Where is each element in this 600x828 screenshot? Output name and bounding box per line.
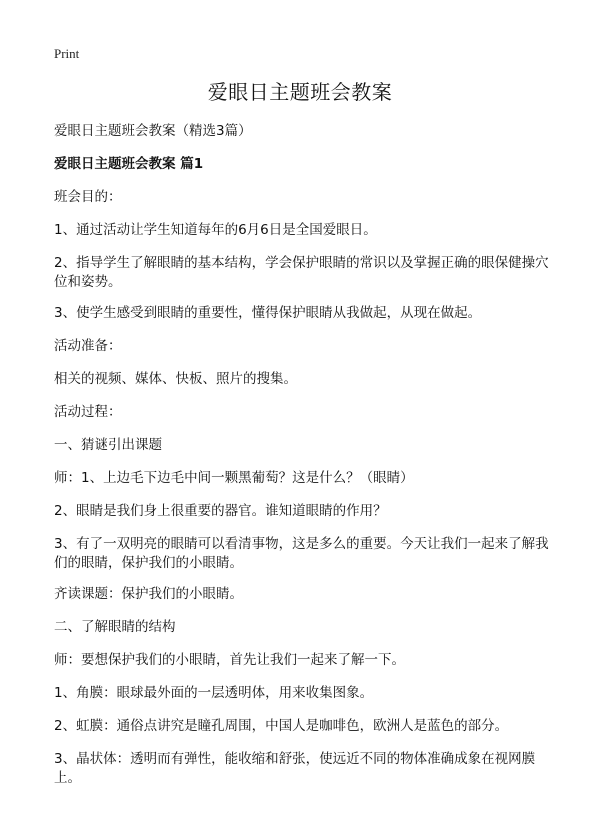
paragraph: 3、使学生感受到眼睛的重要性，懂得保护眼睛从我做起，从现在做起。 xyxy=(54,305,482,321)
paragraph: 2、指导学生了解眼睛的基本结构，学会保护眼睛的常识以及掌握正确的眼保健操穴位和姿势。 xyxy=(54,255,549,290)
paragraph: 活动过程： xyxy=(54,404,122,420)
document-body xyxy=(54,122,554,800)
paragraph: 3、有了一双明亮的眼睛可以看清事物，这是多么的重要。今天让我们一起来了解我们的眼睛，保护我们的小眼睛。 xyxy=(54,536,549,571)
paragraph: 相关的视频、媒体、快板、照片的搜集。 xyxy=(54,371,297,387)
paragraph: 2、眼睛是我们身上很重要的器官。谁知道眼睛的作用？ xyxy=(54,503,387,519)
print-label: Print xyxy=(54,46,80,61)
paragraph: 班会目的： xyxy=(54,189,122,205)
paragraph: 师：1、上边毛下边毛中间一颗黑葡萄？这是什么？（眼睛） xyxy=(54,470,414,486)
subtitle-paragraph: 爱眼日主题班会教案（精选3篇） xyxy=(54,123,252,139)
section-heading: 爱眼日主题班会教案 篇1 xyxy=(54,156,204,172)
paragraph: 齐读课题：保护我们的小眼睛。 xyxy=(54,586,243,602)
paragraph: 一、猜谜引出课题 xyxy=(54,437,162,453)
paragraph: 活动准备： xyxy=(54,338,122,354)
paragraph: 师：要想保护我们的小眼睛，首先让我们一起来了解一下。 xyxy=(54,652,405,668)
paragraph: 1、角膜：眼球最外面的一层透明体，用来收集图象。 xyxy=(54,685,374,701)
paragraph: 3、晶状体：透明而有弹性，能收缩和舒张，使远近不同的物体准确成象在视网膜上。 xyxy=(54,751,536,786)
paragraph: 二、了解眼睛的结构 xyxy=(54,619,176,635)
paragraph: 1、通过活动让学生知道每年的6月6日是全国爱眼日。 xyxy=(54,222,377,238)
page-title: 爱眼日主题班会教案 xyxy=(207,80,393,104)
paragraph: 2、虹膜：通俗点讲究是瞳孔周围，中国人是咖啡色，欧洲人是蓝色的部分。 xyxy=(54,718,509,734)
